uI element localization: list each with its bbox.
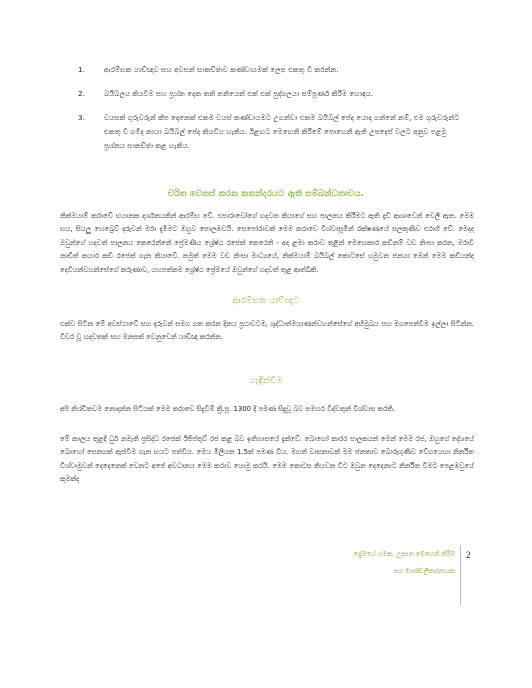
section-heading-opening-prayer: ආරම්භක යාච්ඥාව [232, 296, 300, 306]
list-item-text: ආරම්භක යාච්ඥාව සහ අවසන් සාකච්ඡාව කණ්ඩායමක් ලෙස එකතු වී කරන්න. [104, 65, 339, 74]
section-heading-introduction: හැඳින්වීම [249, 376, 283, 386]
section-heading-character-change: චරිත වෙනස් කරන කතන්දරයට ඇති සම්බන්ධතාවය. [168, 189, 364, 199]
footer-divider [460, 545, 461, 605]
list-item-text: බයිබලය කියවීම සහ ප්‍රශ්න දෙක තනි තනියෙන් එක් එක් පුද්ගලයා සම්පූර්ණ කිරීම හොඳය. [104, 89, 374, 98]
page-number: 2 [466, 550, 471, 560]
section-paragraph: එක්ව සිටින මේ අවස්ථාවේ සහ දරුවන් සමග ගත කරන දිනය ප්‍රථාවටම, ශුද්ධාත්මයාණන්වහන්සේගේ අභිමුඛය සහ මගපෙන්වීම ඉල්ලා සිටින්න. විවර වූ හදවතක් සහ මනසක් වෙනුවෙන් යාච්ඥා කරන්න. [60, 320, 474, 342]
list-item [78, 87, 463, 101]
section-paragraph: මේ කාලය තුළදී ධුර් නමැති ප්‍රසිද්ධ රජෙක් ඊජිප්තුව් රජ කළ බව ඉතිහාසයේ දැක්වේ. බොහෝ කාරර පාලකයන් මෙන් මෙම රජ, ඔහුගේ දේශයේ බොහෝ සෙනගක් ඇස්විම ගැන භයට පත්විය. මෙය මිලියන 1.5ක් පමණ විය. මහත් වාසනාවක් මම ජනතාව බොරුගුණිව වේගයෙහා නිර්නිත විශ්වාමුවන් දෙදෙනෙක් වෙනට අපේ අවධානය මෙම කරාව යොමු කරයි. මෙම කොටස කියවන විට ඔවුන දෙදෙනාට නිර්නිත විමට පෙළඹවුයේ කුමක්ද [60, 435, 474, 484]
footer-title: ප්‍රේමයේ ගමන: උදාසන මෙහෙනි කිරීම [353, 550, 455, 558]
section-paragraph: නික්මයාම් කරාවේ භයානක දර්ශනයකින් ආරම්භ වේ. එපාරාවෝගේ හදවත කියාගේ සහ පාලනය කිරීමට ඇති දැඩි ආශාවෙන් වෙලී ඇත. මෙම භය, සියලු හෙබ්‍රෙව් දරුවන් මරා දැමීමට ඔහුව පොලඹවයි. සෙපෝරාවක් මෙම කරාවෙ විශ්වාසූමින් රක්ෂණයේ සලකුණීව එරාගි වේ. මෙදද ඔවුන්ගේ හදවත් පාලනය කෙරෙන්නේ ප්‍රේමණීය ශ්‍රේෂ්ඨ රජෙක් කෙරෙනි - අද ළමා කරාව තුළින් මෙහෙකාර කඩිනම් වඩ නිංසා කරන, මරාවී නාඩිත් කයාර කඩී රජෙක් ගැන කියාවේ. නමුත් මෙම වඩ නිංසා මාධ්‍යයේ, නික්මයාම් බයිබල් කොටසේ හමුවන ජනයා මෙන් මෙම කඩියන්ද දෙවියන්වහන්සේගේ කරුණාව, යහපත්කම ශ්‍රේෂ්ඨ ප්‍රේමයේ ඔවුන්ගේ හදවත් තුළ ආත්ඛිකි. [60, 212, 474, 274]
section-paragraph: අපි නිශ්චිතවම නොදන්න සිටියක් මෙම කරාවෙ සිදුවීම් ක්‍රි.පූ. 1300 දී පමණ සිදුවූ බව සමහර විද්වතුන් විශ්වාස කරති. [60, 405, 396, 413]
footer-subtitle: සහ මාණ්ඩලිකා/නායක [393, 567, 455, 575]
list-item [78, 111, 463, 153]
list-item-text: වයසක් ගුරුවරුන් කීප දෙනෙක් එකම වයස් කණ්ඩායමට උගන්වා එකම බයිබල් පේද යොදා ගන්නේ නම්, එම ගුරුවරුන්ට එකතු වී ගමිද නායා බයිබල් පේද කියවිය හැකිය. ඊළඟට මෙහෙනි කිරීමේ පොහෙනි ඇති උපදෙස් වලට අනුව පළමු ප්‍රශ්නය සාකච්ඡා කළ හැකිය. [104, 113, 460, 150]
list-item-number: 3. [78, 113, 85, 122]
instruction-list [78, 63, 463, 153]
list-item [78, 63, 463, 77]
list-item-number: 1. [78, 65, 85, 74]
list-item-number: 2. [78, 89, 85, 98]
